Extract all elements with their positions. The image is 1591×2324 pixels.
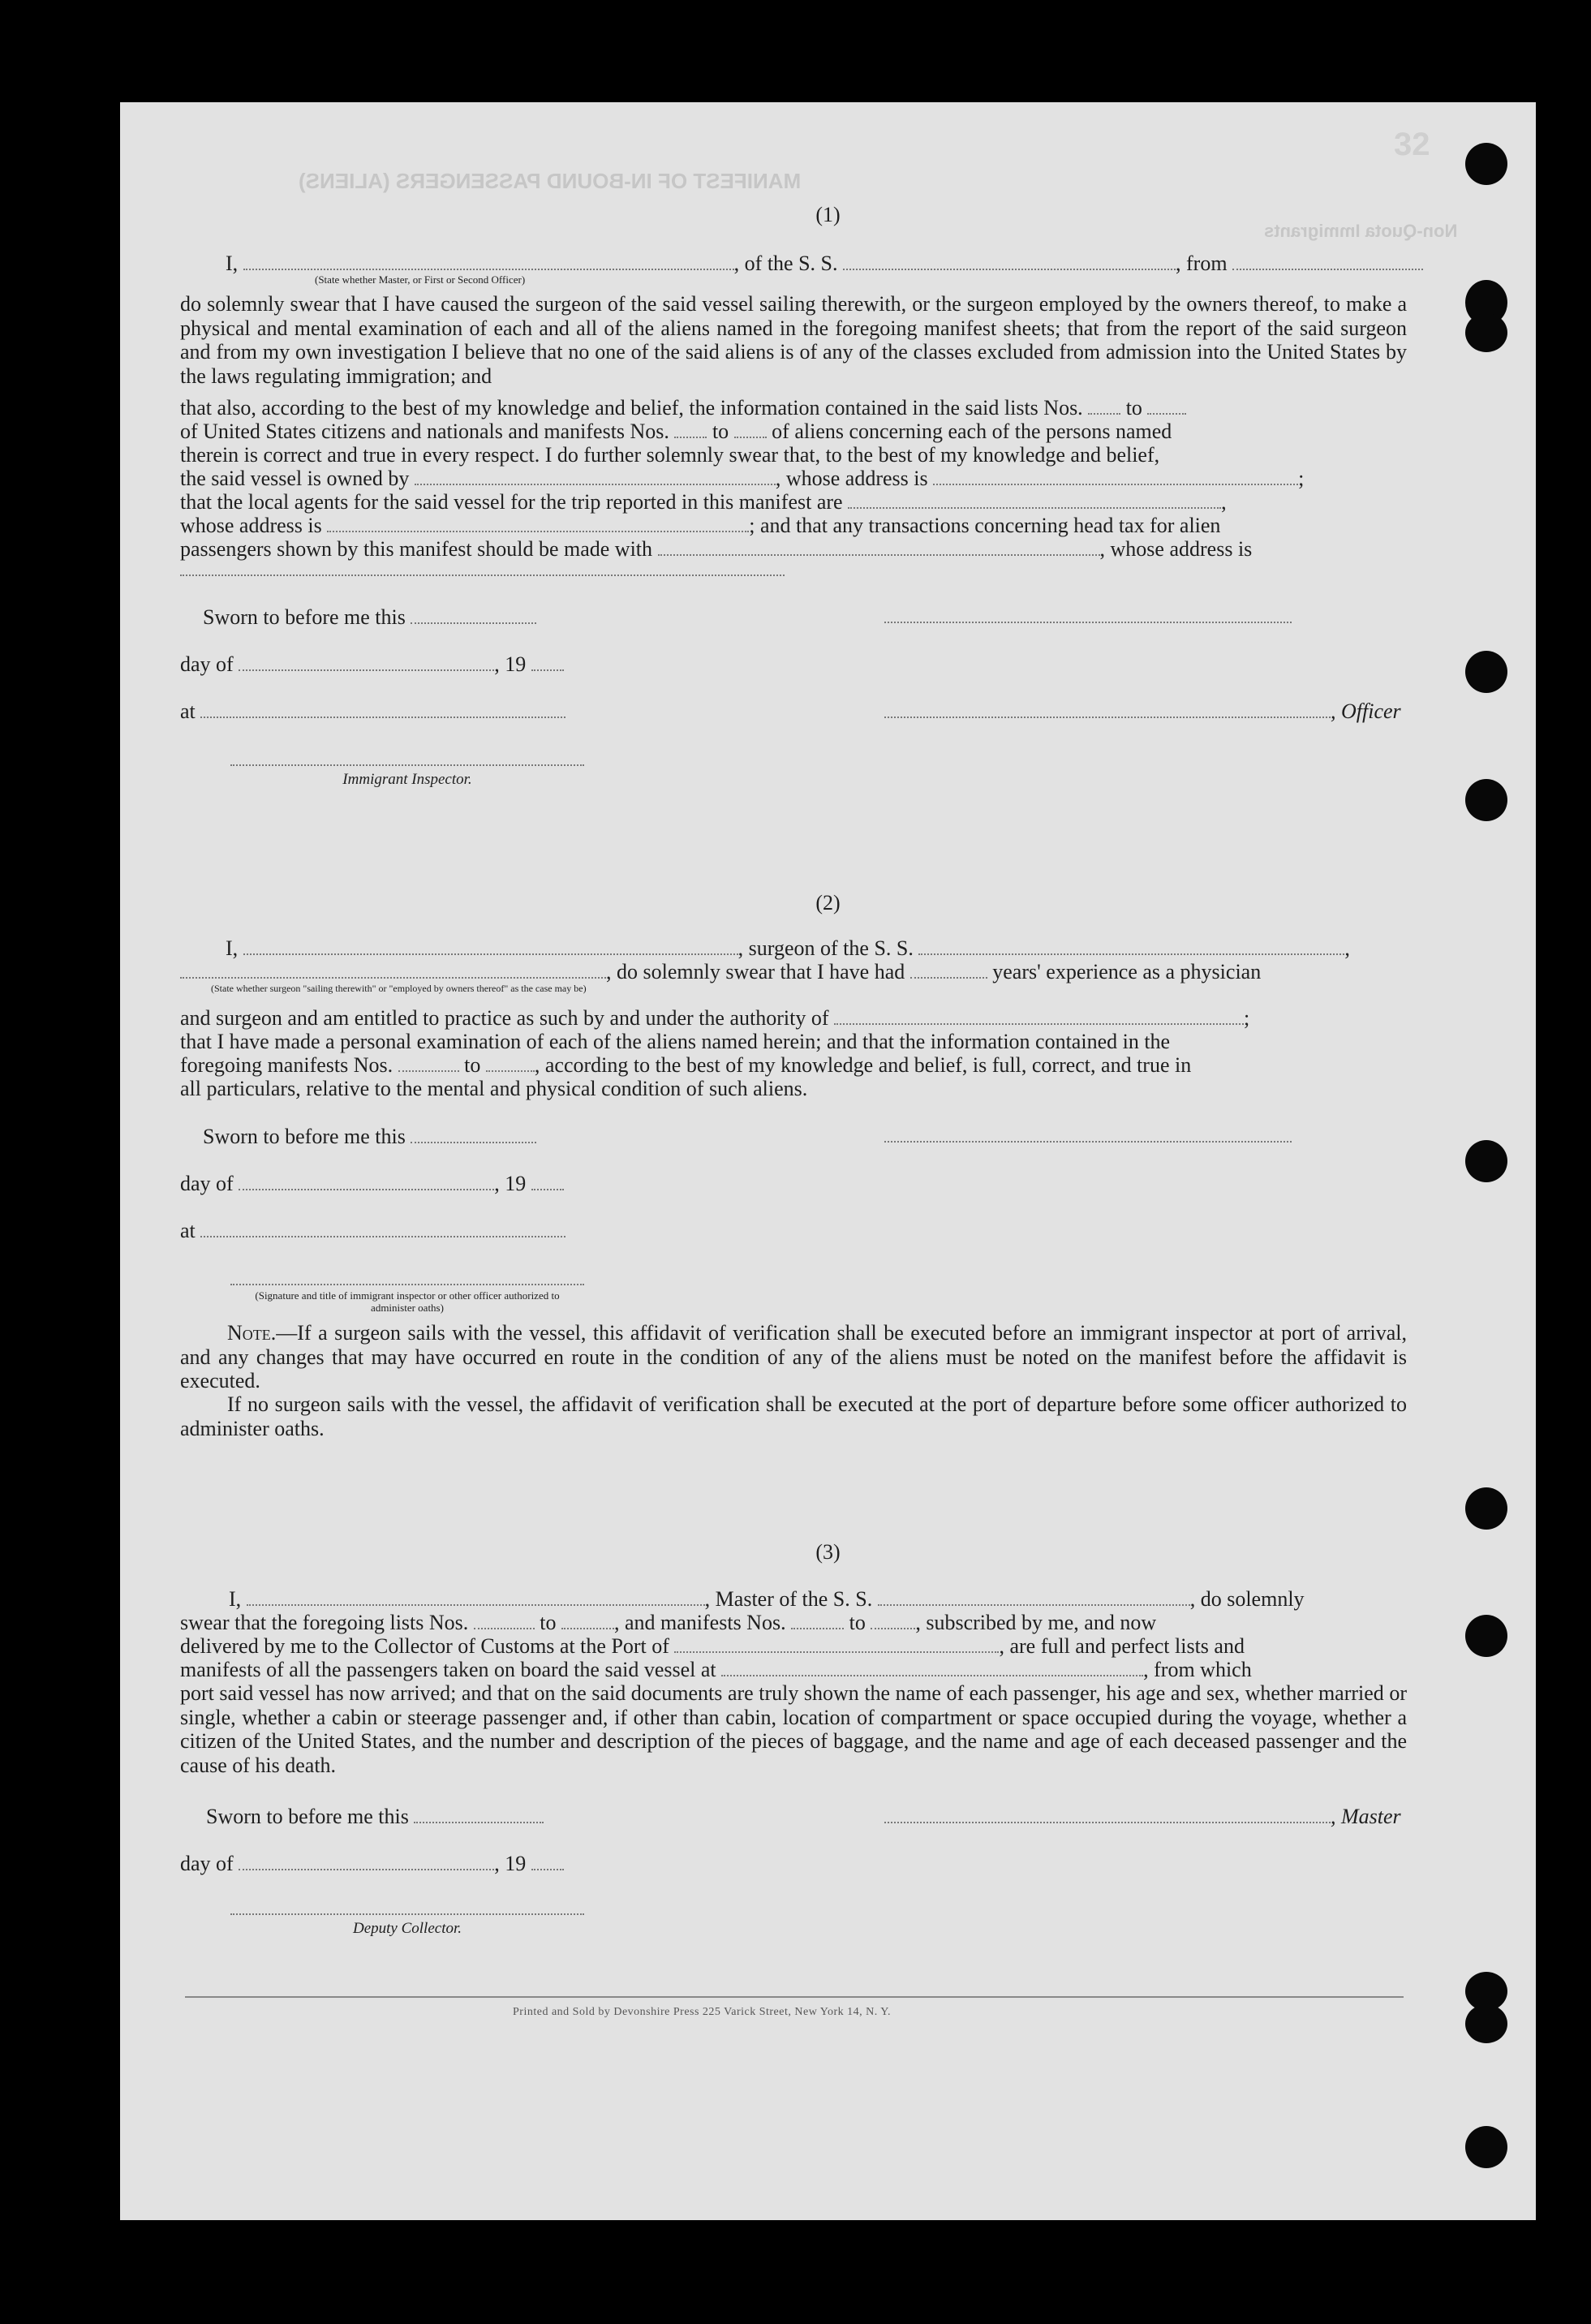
port-of-arrival-field[interactable]: [674, 1637, 999, 1653]
ghost-right-heading: Non-Quota Immigrants: [1264, 221, 1458, 241]
printer-imprint: Printed and Sold by Devonshire Press 225 Varick Street, New York 14, N. Y.: [513, 2006, 892, 2018]
punch-hole-11: [1465, 2126, 1507, 2168]
lists-from-field[interactable]: [1088, 398, 1120, 415]
master-lists-line: [180, 1611, 1156, 1635]
master-name-field[interactable]: [247, 1590, 705, 1606]
deputy-collector-signature-line[interactable]: [230, 1913, 584, 1915]
boarding-port-label: manifests of all the passengers taken on board the said vessel at: [180, 1658, 716, 1681]
form-number-stamp: 32: [1394, 127, 1430, 162]
year-field-2[interactable]: [531, 1174, 564, 1190]
year-field-3[interactable]: [531, 1854, 564, 1870]
officer-field[interactable]: [884, 702, 1331, 718]
day-of-label: day of: [180, 1852, 234, 1875]
sworn-date-field[interactable]: [411, 608, 536, 624]
comma: ,: [1221, 490, 1227, 514]
day-field[interactable]: [239, 655, 494, 671]
to-label: to: [1125, 396, 1142, 420]
semicolon: ;: [1298, 467, 1305, 490]
sworn-label: Sworn to before me this: [206, 1805, 409, 1828]
comma: ,: [1344, 936, 1350, 960]
manifests-nos-label: of United States citizens and nationals and manifests Nos.: [180, 420, 669, 443]
punch-hole-10: [1465, 2004, 1507, 2043]
sworn-line-2: [203, 1125, 536, 1149]
vessel-label: , of the S. S.: [733, 252, 838, 275]
at-line-2: [180, 1219, 565, 1243]
further-swear-line: therein is correct and true in every respect. I do further solemnly swear that, to the best of my knowledge and belief,: [180, 443, 1160, 467]
ghost-manifest-title: MANIFEST OF IN-BOUND PASSENGERS (ALIENS): [299, 169, 802, 193]
sworn-date-field-3[interactable]: [414, 1807, 544, 1823]
day-line-3: [180, 1852, 564, 1876]
subscribed-label: , subscribed by me, and now: [915, 1611, 1157, 1634]
manifests-nos-line: [180, 420, 1172, 444]
signature-title-note: (Signature and title of immigrant inspector or other officer authorized to administer oaths): [255, 1289, 560, 1314]
lists-to-field[interactable]: [1147, 398, 1186, 415]
punch-hole-6: [1465, 1140, 1507, 1182]
deputy-collector-caption: Deputy Collector.: [352, 1920, 462, 1937]
oath-body-paragraph: do solemnly swear that I have caused the surgeon of the said vessel sailing therewith, or the surgeon employed by the owners thereof, to make a physical and mental examination of each and all of the aliens named in the foregoing manifest sheets; that from the report of the said surgeon and from my own investigation I believe that no one of the said aliens is of any of the classes excluded from admission into the United States by the laws regulating immigration; and: [180, 292, 1407, 388]
master-vessel-field[interactable]: [878, 1590, 1190, 1606]
owner-address-label: , whose address is: [775, 467, 928, 490]
local-agents-line: [180, 490, 1227, 514]
master-first-line: [229, 1587, 1305, 1612]
exam-line: that I have made a personal examination of each of the aliens named herein; and that the information contained in the: [180, 1030, 1171, 1053]
officer-label: , Officer: [1331, 699, 1401, 723]
at-place-field-2[interactable]: [200, 1221, 565, 1237]
master-manifests-to-field[interactable]: [871, 1613, 915, 1629]
solemnly-swear-label: , do solemnly swear that I have had: [606, 960, 905, 983]
surgeon-signature-line[interactable]: [884, 1141, 1292, 1143]
at-label: at: [180, 1219, 196, 1242]
manifests-from-field[interactable]: [674, 422, 707, 438]
year-field[interactable]: [531, 655, 564, 671]
sworn-line-3: [206, 1805, 544, 1829]
and-manifests-label: , and manifests Nos.: [614, 1611, 786, 1634]
semicolon: ;: [1244, 1006, 1250, 1030]
from-which-label: , from which: [1143, 1658, 1252, 1681]
master-of-label: , Master of the S. S.: [704, 1587, 873, 1611]
head-tax-address-label: , whose address is: [1099, 537, 1253, 561]
surgeon-status-field[interactable]: [180, 962, 606, 979]
punch-hole-4: [1465, 651, 1507, 693]
footer-rule: [185, 1996, 1404, 1998]
section-1-number: (1): [815, 203, 841, 226]
years-experience-field[interactable]: [910, 962, 987, 979]
lists-nos-line: [180, 396, 1186, 420]
collector-port-line: [180, 1634, 1245, 1659]
head-tax-line: [180, 537, 1252, 562]
owned-by-label: the said vessel is owned by: [180, 467, 410, 490]
local-agents-field[interactable]: [848, 493, 1221, 509]
note-paragraph: [180, 1321, 1407, 1393]
master-signature-line: [884, 1805, 1401, 1829]
year-label: , 19: [494, 1172, 527, 1195]
foregoing-manifests-label: foregoing manifests Nos.: [180, 1053, 393, 1077]
foregoing-lists-label: swear that the foregoing lists Nos.: [180, 1611, 469, 1634]
collector-port-label: delivered by me to the Collector of Customs at the Port of: [180, 1634, 669, 1658]
day-of-label: day of: [180, 1172, 234, 1195]
master-lists-to-field[interactable]: [561, 1613, 614, 1629]
particulars-line: all particulars, relative to the mental and physical condition of such aliens.: [180, 1077, 808, 1100]
officer-name-field[interactable]: [243, 254, 734, 270]
port-from-field[interactable]: [1232, 254, 1423, 270]
day-field-3[interactable]: [239, 1854, 494, 1870]
to-label: to: [849, 1611, 866, 1634]
manifests-to-field[interactable]: [734, 422, 767, 438]
owner-address-field[interactable]: [933, 469, 1298, 485]
authority-line: [180, 1006, 1249, 1031]
master-body-paragraph: port said vessel has now arrived; and that on the said documents are truly shown the name of each passenger, his age and sex, whether married or single, whether a cabin or steerage passenger and, if other than cabin, location of compartment or space occupied during the voyage, whether a citizen of the United States, and the number and description of the pieces of baggage, and the name and age of each deceased passenger and the cause of his death.: [180, 1681, 1407, 1777]
owner-field[interactable]: [415, 469, 776, 485]
manifests-from-field-2[interactable]: [398, 1056, 459, 1072]
head-tax-contact-field[interactable]: [658, 540, 1100, 556]
agents-address-line: [180, 514, 1220, 538]
boarding-port-field[interactable]: [721, 1660, 1143, 1676]
master-manifests-from-field[interactable]: [791, 1613, 844, 1629]
day-line-2: [180, 1172, 564, 1196]
sworn-line-1: [203, 605, 536, 630]
year-label: , 19: [494, 652, 527, 676]
note-label: Note.: [227, 1321, 277, 1345]
sworn-date-field-2[interactable]: [411, 1127, 536, 1143]
master-label: , Master: [1331, 1805, 1401, 1828]
section-3-number: (3): [815, 1540, 841, 1564]
pronoun-i: I,: [226, 252, 239, 275]
at-place-field[interactable]: [200, 702, 565, 718]
agents-address-label: whose address is: [180, 514, 322, 537]
punch-hole-1: [1465, 143, 1507, 185]
officer-signature-line[interactable]: [884, 622, 1292, 623]
to-label: to: [464, 1053, 481, 1077]
pronoun-i: I,: [226, 936, 239, 960]
authority-label: and surgeon and am entitled to practice as such by and under the authority of: [180, 1006, 829, 1030]
note-text: —If a surgeon sails with the vessel, this affidavit of verification shall be executed before an immigrant inspector at port of arrival, and any changes that may have occurred en route in the condition of any of the aliens must be noted on the manifest before the affidavit is executed.: [180, 1321, 1407, 1392]
sworn-label: Sworn to before me this: [203, 1125, 406, 1148]
lists-nos-label: that also, according to the best of my knowledge and belief, the information contained in the said lists Nos.: [180, 396, 1083, 420]
sworn-label: Sworn to before me this: [203, 605, 406, 629]
surgeon-second-line: [180, 960, 1261, 984]
from-label: , from: [1176, 252, 1228, 275]
manifest-form-page: [120, 102, 1536, 2220]
to-label: to: [540, 1611, 557, 1634]
foregoing-manifests-line: [180, 1053, 1191, 1078]
years-experience-label: years' experience as a physician: [992, 960, 1262, 983]
to-label: to: [712, 420, 729, 443]
full-correct-label: , according to the best of my knowledge and belief, is full, correct, and true in: [534, 1053, 1192, 1077]
master-signature-field[interactable]: [884, 1807, 1331, 1823]
authority-field[interactable]: [834, 1009, 1244, 1025]
manifests-to-field-2[interactable]: [486, 1056, 535, 1072]
surgeon-name-field[interactable]: [243, 939, 738, 955]
head-tax-label: ; and that any transactions concerning head tax for alien: [749, 514, 1221, 537]
surgeon-first-line: [226, 936, 1350, 961]
administering-officer-signature-line[interactable]: [230, 1284, 584, 1285]
year-label: , 19: [494, 1852, 527, 1875]
punch-hole-5: [1465, 779, 1507, 821]
boarding-port-line: [180, 1658, 1252, 1682]
owned-by-line: [180, 467, 1407, 491]
concerning-label: of aliens concerning each of the persons named: [772, 420, 1172, 443]
surgeon-vessel-field[interactable]: [918, 939, 1344, 955]
day-line-1: [180, 652, 564, 677]
oath-first-line: [226, 252, 1451, 276]
do-solemnly-label: , do solemnly: [1189, 1587, 1305, 1611]
at-line-1: [180, 699, 565, 724]
punch-hole-8: [1465, 1615, 1507, 1657]
officer-rank-note: (State whether Master, or First or Second Officer): [315, 273, 526, 286]
day-of-label: day of: [180, 652, 234, 676]
punch-hole-3: [1465, 313, 1507, 352]
punch-hole-7: [1465, 1487, 1507, 1530]
pronoun-i: I,: [229, 1587, 242, 1611]
full-perfect-label: , are full and perfect lists and: [999, 1634, 1245, 1658]
vessel-name-field[interactable]: [843, 254, 1176, 270]
at-label: at: [180, 699, 196, 723]
section-2-number: (2): [815, 891, 841, 915]
officer-line: [884, 699, 1401, 724]
inspector-signature-line[interactable]: [230, 764, 584, 766]
head-tax-address-field[interactable]: [180, 575, 785, 576]
head-tax-contact-label: passengers shown by this manifest should be made with: [180, 537, 653, 561]
local-agents-label: that the local agents for the said vessel for the trip reported in this manifest are: [180, 490, 843, 514]
day-field-2[interactable]: [239, 1174, 494, 1190]
no-surgeon-paragraph: If no surgeon sails with the vessel, the affidavit of verification shall be executed at the port of departure before some officer authorized to administer oaths.: [180, 1392, 1407, 1440]
surgeon-status-note: (State whether surgeon "sailing therewith" or "employed by owners thereof" as the case may be): [211, 983, 587, 994]
master-lists-from-field[interactable]: [474, 1613, 535, 1629]
immigrant-inspector-caption: Immigrant Inspector.: [342, 771, 472, 788]
agents-address-field[interactable]: [327, 516, 749, 532]
surgeon-of-label: , surgeon of the S. S.: [737, 936, 914, 960]
